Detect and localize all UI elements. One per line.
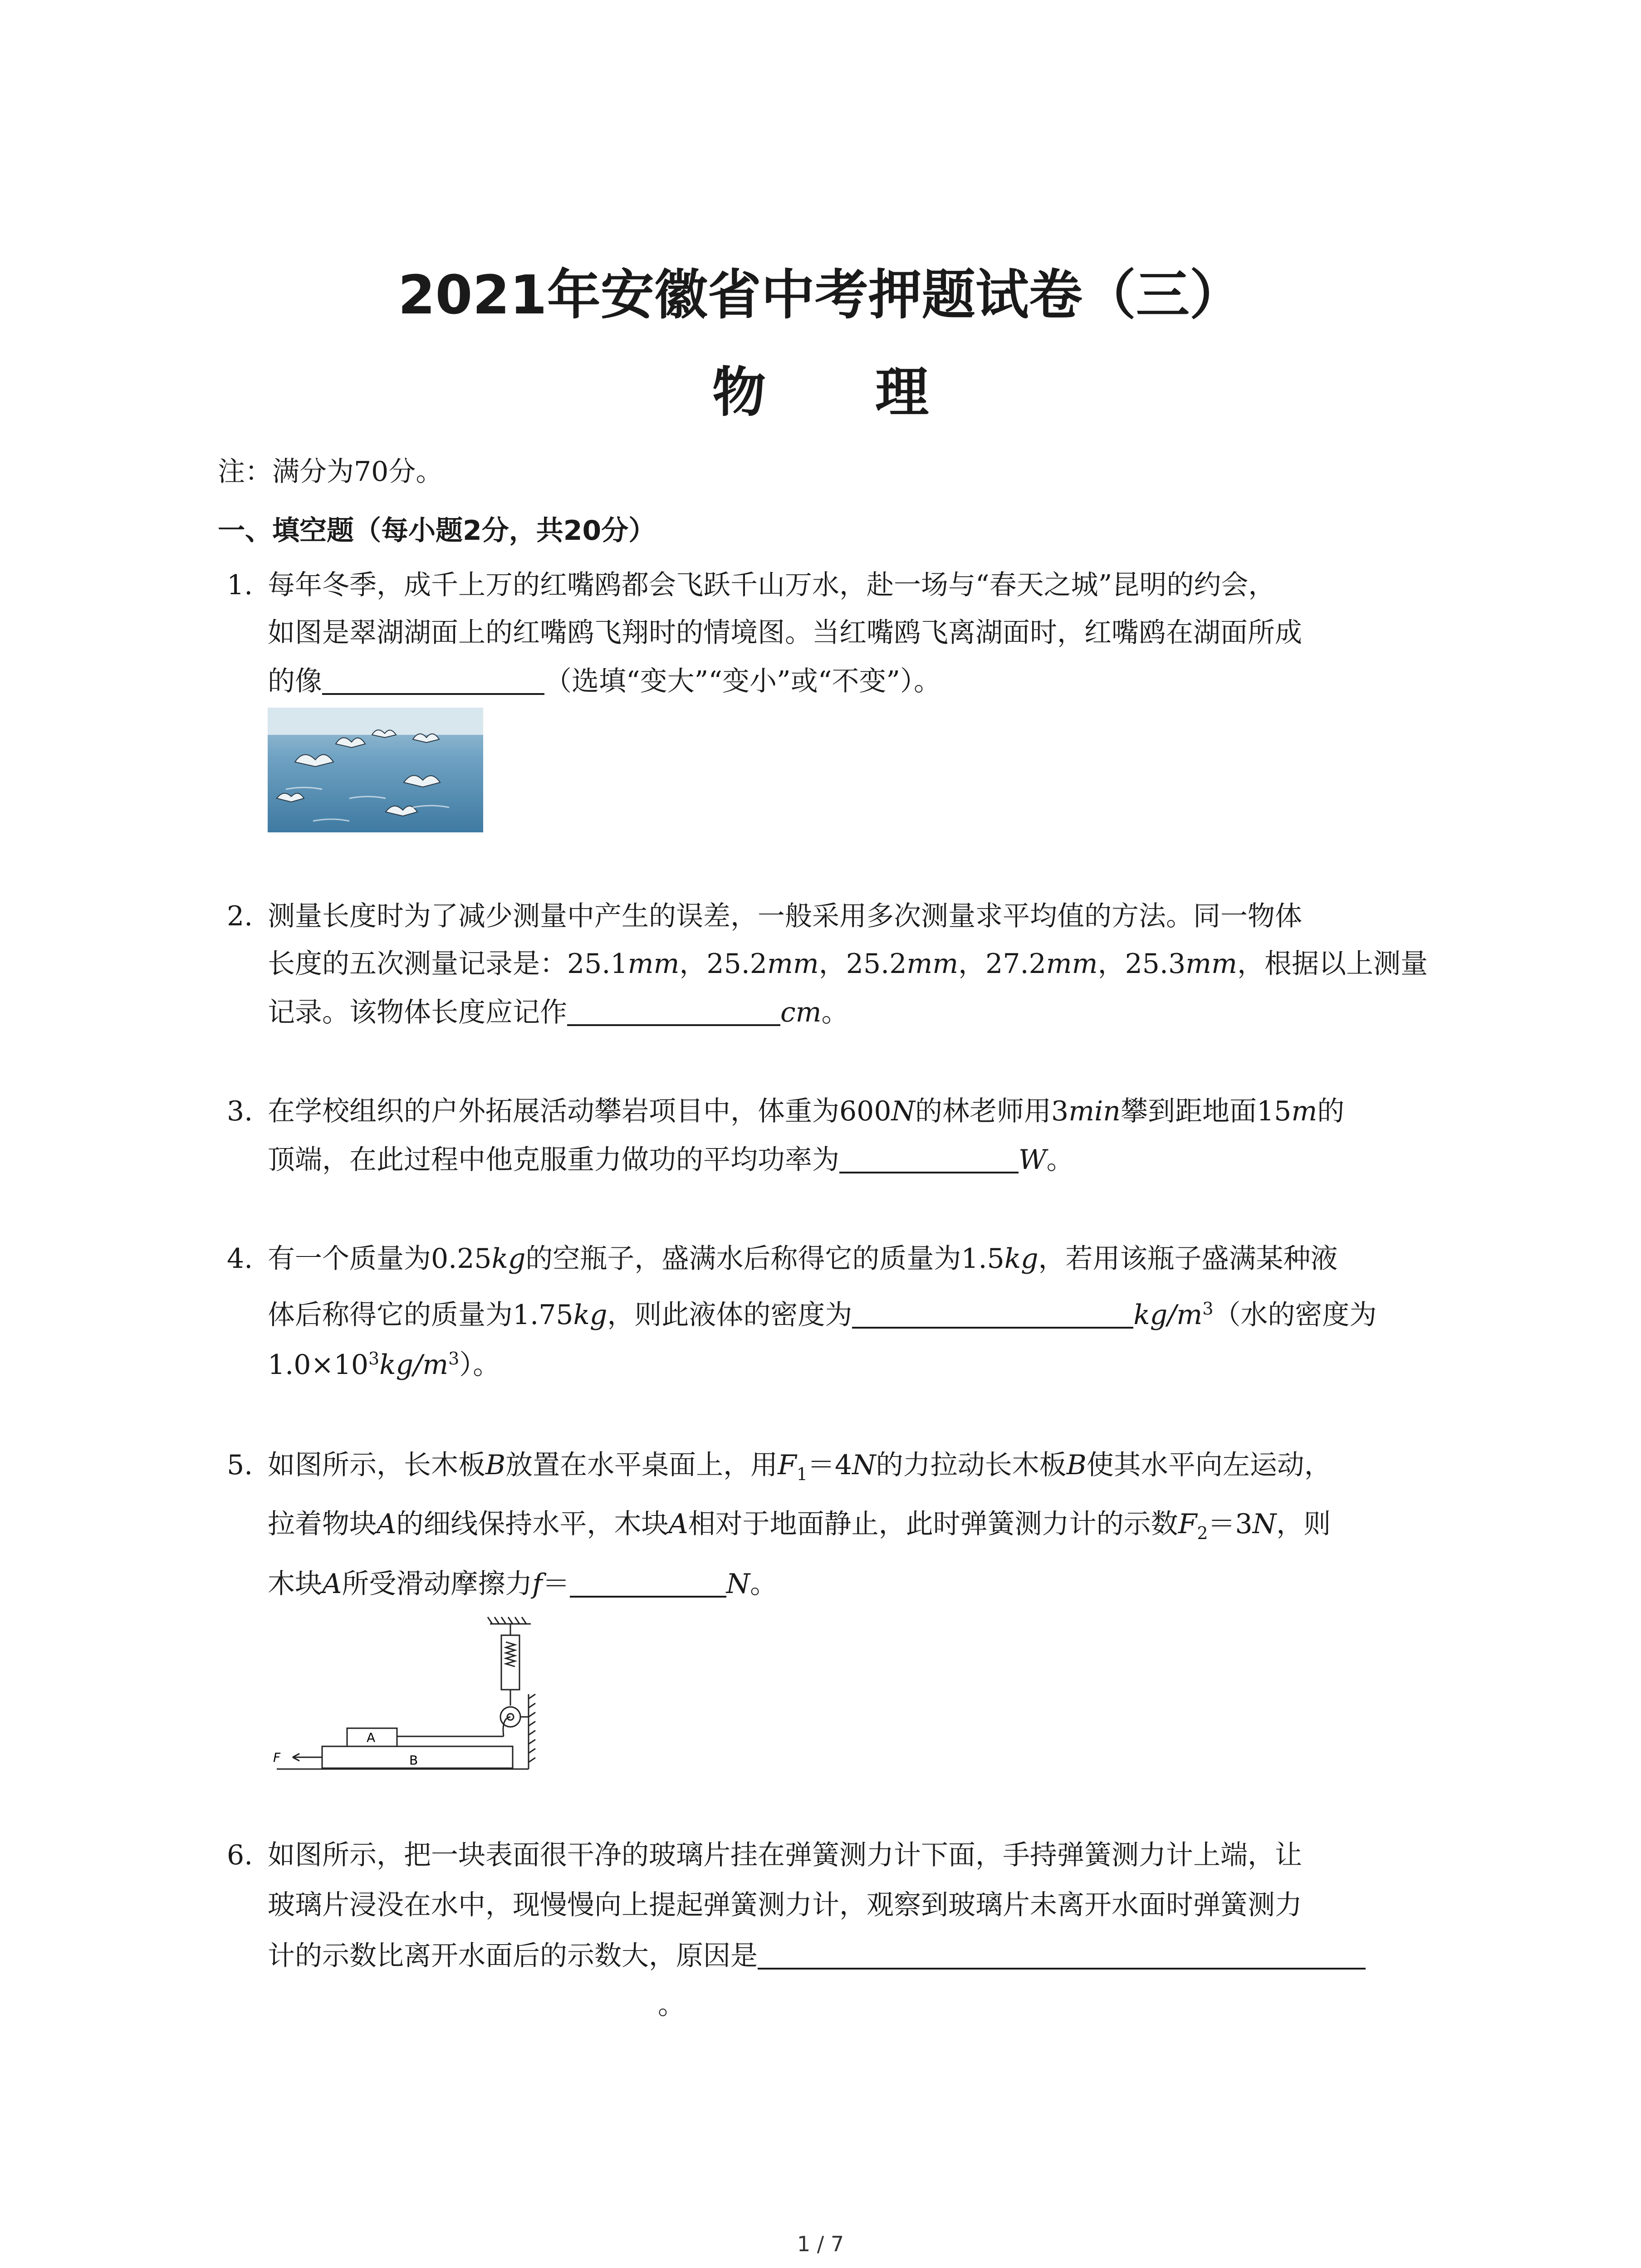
q2-unit-mm: mm	[1185, 948, 1237, 980]
q5-unit-n: N	[726, 1568, 750, 1600]
q5-var-b: B	[1066, 1449, 1087, 1481]
q3-unit-m: m	[1291, 1095, 1318, 1127]
q4-unit-density: kg/m	[379, 1349, 449, 1381]
q2-line1: 测量长度时为了减少测量中产生的误差，一般采用多次测量求平均值的方法。同一物体	[268, 900, 1302, 932]
q5-var-a: A	[668, 1508, 688, 1540]
q4-unit-kg: kg	[573, 1299, 607, 1331]
q5-line1	[268, 1449, 1332, 1488]
q5-line1-a: 如图所示，长木板	[268, 1449, 485, 1481]
q3-line1-a: 在学校组织的户外拓展活动攀岩项目中，体重为600	[268, 1095, 892, 1127]
q5-line1-e: 使其水平向左运动，	[1086, 1449, 1332, 1481]
q5-line2-b: 的细线保持水平，木块	[396, 1508, 669, 1540]
q5-var-f: F	[1178, 1508, 1197, 1540]
q3-line1-c: 攀到距地面15	[1120, 1095, 1292, 1127]
q5-number: 5.	[227, 1449, 253, 1481]
score-note: 注：满分为70分。	[218, 456, 443, 488]
q5-figure	[268, 1615, 549, 1778]
q5-var-f: F	[778, 1449, 797, 1481]
q4-line3	[268, 1345, 500, 1381]
q2-line3	[268, 998, 849, 1026]
q6-line2: 玻璃片浸没在水中，现慢慢向上提起弹簧测力计，观察到玻璃片未离开水面时弹簧测力	[268, 1889, 1302, 1921]
q4-unit-kg: kg	[491, 1243, 526, 1275]
q4-sup: 3	[368, 1349, 380, 1369]
q6-line4: 。	[658, 1989, 685, 2021]
q4-answer-blank[interactable]	[852, 1300, 1133, 1329]
fig-label-f: F	[273, 1750, 281, 1765]
q2-number: 2.	[227, 900, 253, 932]
q3-line1	[268, 1095, 1345, 1127]
q5-line2-c: 相对于地面静止，此时弹簧测力计的示数	[688, 1508, 1178, 1540]
q2-value2: 25.2	[706, 948, 767, 980]
q3-line2-pre: 顶端，在此过程中他克服重力做功的平均功率为	[268, 1144, 839, 1176]
q5-line1-c: ＝4	[807, 1449, 852, 1481]
q2-answer-blank[interactable]	[567, 998, 780, 1026]
q5-line3-a: 木块	[268, 1568, 322, 1600]
q6-line3	[268, 1941, 1366, 1970]
q4-unit-kg: kg	[1004, 1243, 1038, 1275]
q4-line2-b: ，则此液体的密度为	[607, 1299, 852, 1331]
section-heading: 一、填空题（每小题2分，共20分）	[218, 515, 656, 547]
q5-line1-b: 放置在水平桌面上，用	[505, 1449, 778, 1481]
q3-unit-min: min	[1068, 1095, 1121, 1127]
q4-sup: 3	[448, 1349, 460, 1369]
q2-value5: 25.3	[1125, 948, 1186, 980]
q4-line1	[268, 1243, 1338, 1275]
q5-sub1: 1	[796, 1464, 808, 1484]
fig-label-b: B	[409, 1753, 418, 1768]
gulls-photo	[268, 708, 483, 832]
q5-answer-blank[interactable]	[570, 1569, 726, 1598]
q2-unit-mm: mm	[1046, 948, 1098, 980]
q6-answer-blank[interactable]	[758, 1941, 1366, 1970]
q1-line1: 每年冬季，成千上万的红嘴鸥都会飞跃千山万水，赴一场与“春天之城”昆明的约会，	[268, 569, 1276, 601]
q5-line1-d: 的力拉动长木板	[876, 1449, 1067, 1481]
q3-number: 3.	[227, 1095, 253, 1127]
q2-sep: ，	[958, 948, 986, 980]
q4-line2-c: （水的密度为	[1213, 1299, 1377, 1331]
q3-line2	[268, 1144, 1074, 1176]
q4-line3-b: ）。	[459, 1349, 500, 1381]
q2-value3: 25.2	[846, 948, 907, 980]
q5-line2-a: 拉着物块	[268, 1508, 377, 1540]
q1-number: 1.	[227, 569, 253, 601]
q2-line3-post: 。	[821, 997, 849, 1028]
q6-line1: 如图所示，把一块表面很干净的玻璃片挂在弹簧测力计下面，手持弹簧测力计上端，让	[268, 1839, 1302, 1871]
q4-line3-a: 1.0×10	[268, 1349, 369, 1381]
subject-title: 物 理	[712, 361, 975, 424]
q5-unit-n: N	[1252, 1508, 1277, 1540]
q5-line3	[268, 1569, 777, 1598]
q2-sep: ，	[818, 948, 846, 980]
q3-answer-blank[interactable]	[839, 1145, 1019, 1173]
q5-line3-post: 。	[750, 1568, 778, 1600]
q5-unit-n: N	[852, 1449, 876, 1481]
q4-unit-density: kg/m	[1133, 1299, 1203, 1331]
q1-answer-blank[interactable]	[322, 667, 544, 695]
q2-line2-end: ，根据以上测量	[1237, 948, 1428, 980]
q2-unit-mm: mm	[627, 948, 680, 980]
q5-line2	[268, 1510, 1331, 1547]
q2-unit-mm: mm	[767, 948, 819, 980]
q5-line3-b: 所受滑动摩擦力	[342, 1568, 533, 1600]
q4-line1-a: 有一个质量为0.25	[268, 1243, 492, 1275]
q3-unit-w: W	[1019, 1144, 1047, 1176]
q5-var-b: B	[485, 1449, 506, 1481]
q3-unit-n: N	[891, 1095, 916, 1127]
q2-value4: 27.2	[985, 948, 1046, 980]
q4-sup: 3	[1202, 1299, 1214, 1319]
q5-line3-c: ＝	[542, 1568, 570, 1600]
q5-line2-e: ，则	[1276, 1508, 1331, 1540]
q5-var-a: A	[322, 1568, 342, 1600]
q5-sub2: 2	[1197, 1523, 1208, 1543]
q1-line2: 如图是翠湖湖面上的红嘴鸥飞翔时的情境图。当红嘴鸥飞离湖面时，红嘴鸥在湖面所成	[268, 617, 1302, 649]
q4-line2	[268, 1295, 1376, 1329]
q4-line2-a: 体后称得它的质量为1.75	[268, 1299, 573, 1331]
q2-value1: 长度的五次测量记录是：25.1	[268, 948, 628, 980]
exam-title: 2021年安徽省中考押题试卷（三）	[398, 264, 1243, 326]
q4-number: 4.	[227, 1243, 253, 1275]
q2-unit-mm: mm	[906, 948, 959, 980]
q3-line1-d: 的	[1317, 1095, 1345, 1127]
q3-line2-post: 。	[1046, 1144, 1074, 1176]
fig-label-a: A	[367, 1730, 376, 1745]
q2-sep: ，	[679, 948, 707, 980]
q2-line2	[268, 950, 1428, 978]
q2-unit-cm: cm	[780, 997, 822, 1028]
q3-line1-b: 的林老师用3	[915, 1095, 1069, 1127]
q5-var-f-small: f	[532, 1568, 543, 1600]
q5-line2-d: ＝3	[1208, 1508, 1253, 1540]
q5-var-a: A	[377, 1508, 397, 1540]
q2-line3-pre: 记录。该物体长度应记作	[268, 997, 567, 1028]
q4-line1-c: ，若用该瓶子盛满某种液	[1038, 1243, 1338, 1275]
q1-line3-pre: 的像	[268, 665, 322, 697]
page-number: 1 / 7	[797, 2232, 844, 2256]
q2-sep: ，	[1097, 948, 1125, 980]
q6-number: 6.	[227, 1839, 253, 1871]
q4-line1-b: 的空瓶子，盛满水后称得它的质量为1.5	[525, 1243, 1004, 1275]
q1-line3-post: （选填“变大”“变小”或“不变”）。	[544, 665, 941, 697]
q6-line3-pre: 计的示数比离开水面后的示数大，原因是	[268, 1940, 758, 1972]
q1-line3	[268, 667, 941, 695]
